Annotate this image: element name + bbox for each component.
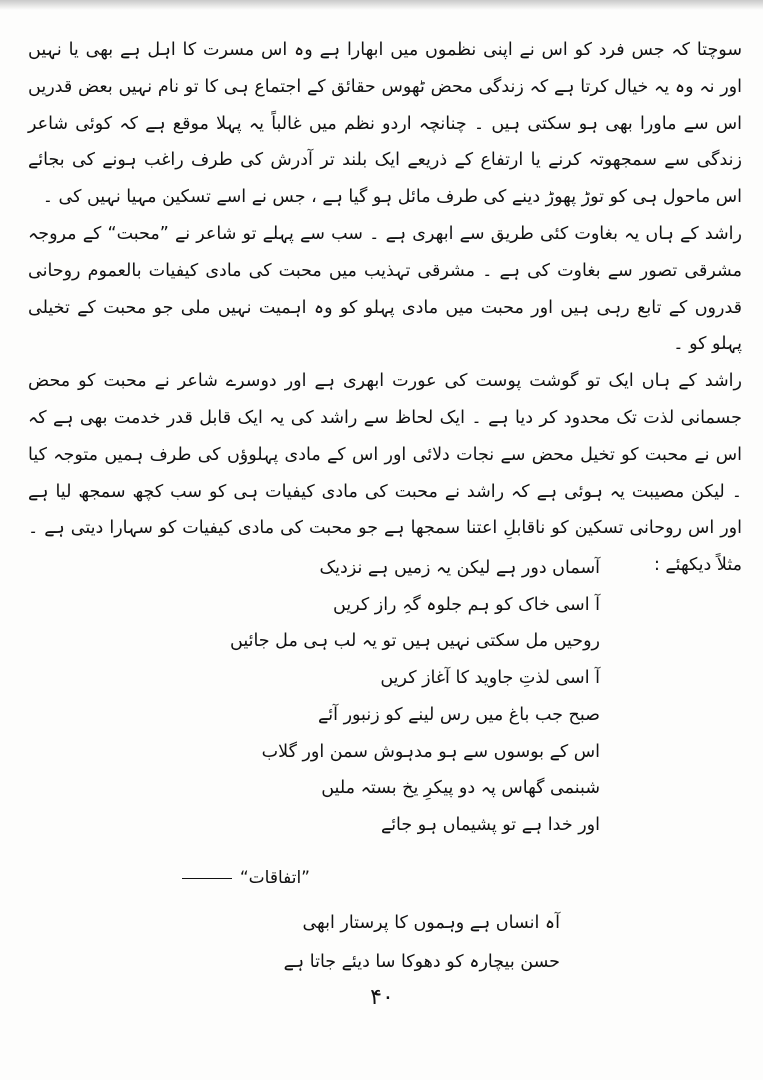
paragraph-2: راشد کے ہاں یہ بغاوت کئی طریق سے ابھری ہے ۔ سب سے پہلے تو شاعر نے ”محبت“ کے مروجہ مشرقی تصور سے بغاوت کی ہے ۔ مشرقی تہذیب میں محبت کی مادی کیفیات بالعموم روحانی قدروں کے تابع رہی ہیں اور محبت میں مادی پہلو کو وہ اہمیت نہیں ملی جو محبت کے تخیلی پہلو کو ۔ bbox=[28, 223, 742, 355]
poem-line: صبح جب باغ میں رس لینے کو زنبور آئے bbox=[318, 704, 600, 725]
poem-line: اور خدا ہے تو پشیماں ہو جائے bbox=[380, 814, 600, 835]
poem-line: آ اسی خاک کو ہم جلوہ گہِ راز کریں bbox=[333, 594, 600, 615]
quoted-poem bbox=[200, 550, 600, 844]
poem-line: حسن بیچارہ کو دھوکا سا دیئے جاتا ہے bbox=[283, 952, 560, 972]
poem-line: آسماں دور ہے لیکن یہ زمیں ہے نزدیک bbox=[319, 558, 600, 578]
paragraph-3: راشد کے ہاں ایک تو گوشت پوست کی عورت ابھری ہے اور دوسرے شاعر نے محبت کو محض جسمانی لذت تک محدود کر دیا ہے ۔ ایک لحاظ سے راشد کی یہ ایک قابل قدر خدمت بھی ہے کہ اس نے محبت کو تخیل محض سے نجات دلائی اور اس کے مادی پہلوؤں کی طرف ہمیں متوجہ کیا ۔ لیکن مصیبت یہ ہوئی ہے کہ راشد نے محبت کی مادی کیفیات ہی کو سب کچھ سمجھ لیا ہے اور اس روحانی تسکین کو ناقابلِ اعتنا سمجھا ہے جو محبت کی مادی کیفیات کو سہارا دیتی ہے ۔ مثلاً دیکھئے : bbox=[28, 371, 742, 576]
second-quote bbox=[200, 904, 560, 982]
poem-line: اس کے بوسوں سے ہو مدہوش سمن اور گلاب bbox=[261, 741, 600, 762]
paragraph-1: سوچتا کہ جس فرد کو اس نے اپنی نظموں میں ابھارا ہے وہ اس مسرت کا اہل ہے بھی یا نہیں اور نہ وہ یہ خیال کرتا ہے کہ زندگی محض ٹھوس حقائق کے اجتماع ہی کا تو نام نہیں بعض قدریں اس سے ماورا بھی ہو سکتی ہیں ۔ چنانچہ اردو نظم میں غالباً یہ پہلا موقع ہے کہ کوئی شاعر زندگی سے سمجھوتہ کرنے یا ارتفاع کے ذریعے ایک بلند تر آدرش کی طرف راغب ہونے کی بجائے اس ماحول ہی کو توڑ پھوڑ دینے کی طرف مائل ہو گیا ہے ، جس نے اسے تسکین مہیا نہیں کی ۔ bbox=[28, 40, 742, 208]
source-dash bbox=[182, 878, 232, 879]
poem-line: آہ انساں ہے وہموں کا پرستار ابھی bbox=[302, 913, 560, 933]
page-number: ۴۰ bbox=[370, 985, 394, 1010]
poem-line: شبنمی گھاس پہ دو پیکرِ یخ بستہ ملیں bbox=[321, 778, 600, 799]
poem-line: روحیں مل سکتی نہیں ہیں تو یہ لب ہی مل جائیں bbox=[230, 631, 600, 652]
scan-edge-shadow bbox=[0, 0, 763, 10]
poem-line: آ اسی لذتِ جاوید کا آغاز کریں bbox=[380, 668, 600, 689]
poem-source bbox=[150, 864, 310, 892]
poem-source-title: ”اتفاقات“ bbox=[239, 868, 310, 888]
body-text bbox=[28, 32, 742, 584]
